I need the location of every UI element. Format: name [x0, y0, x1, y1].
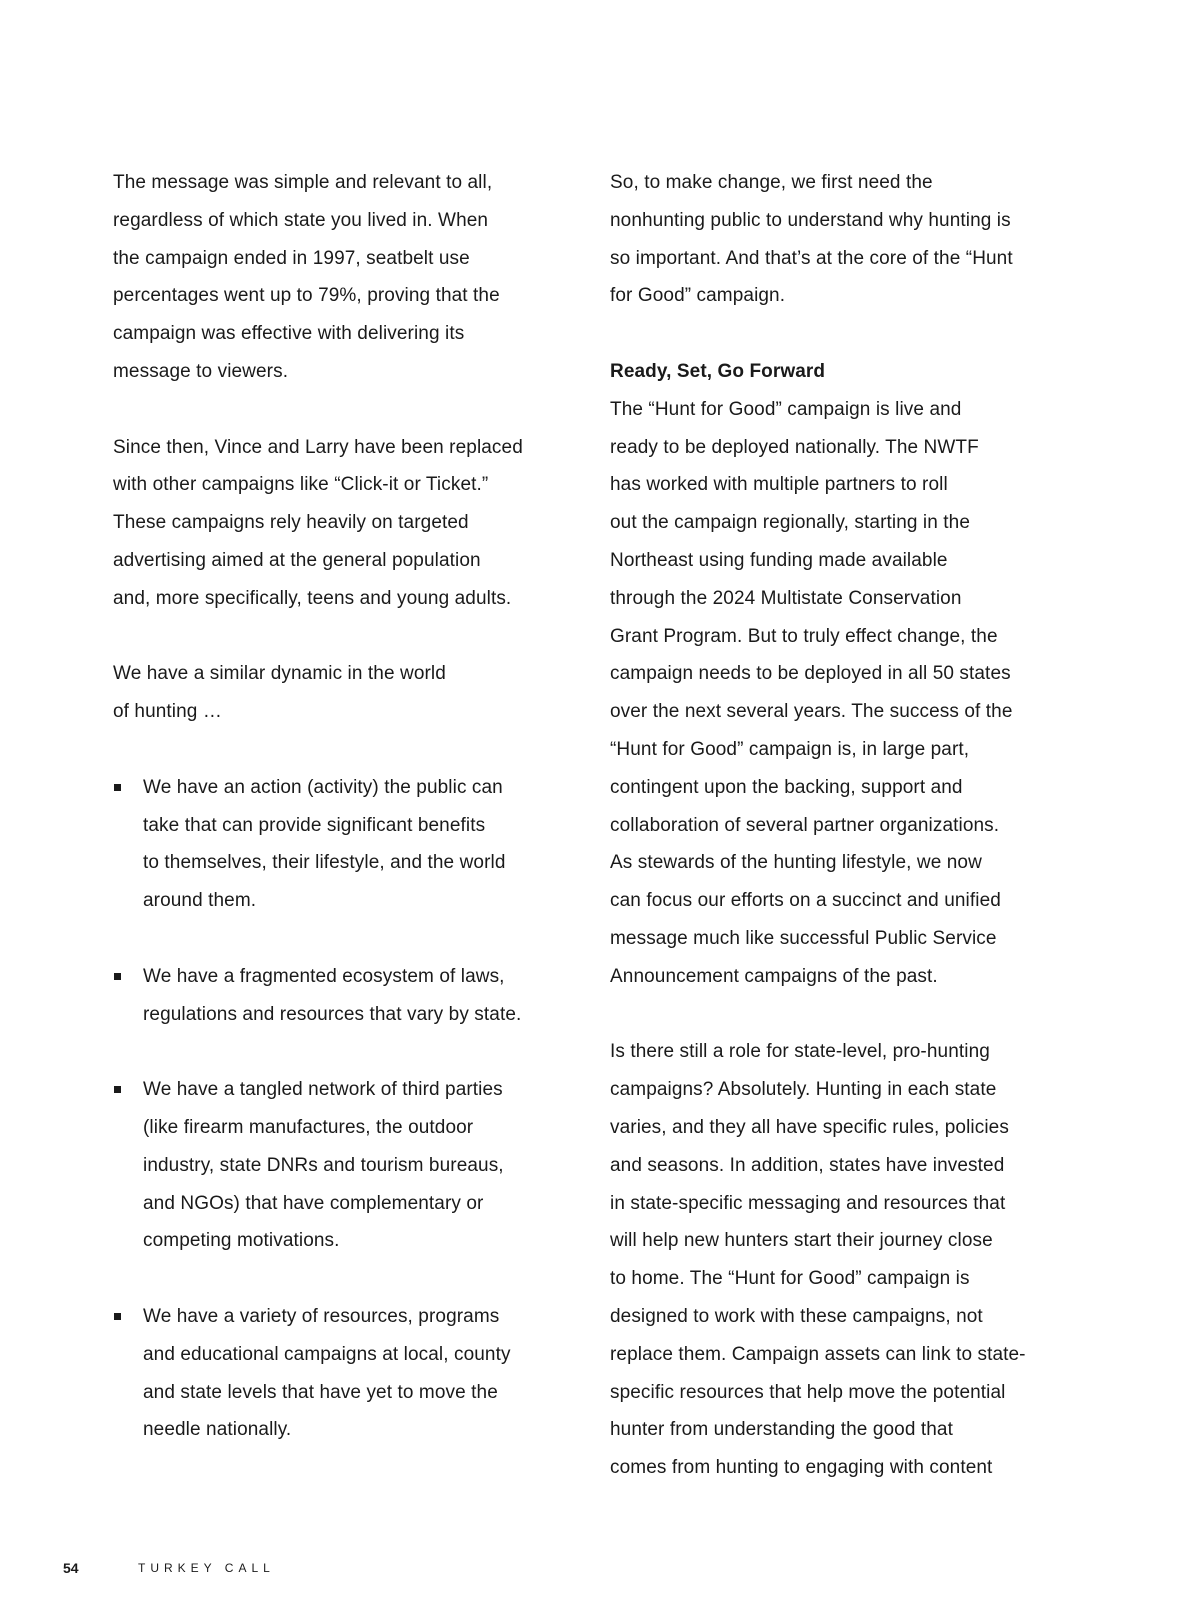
- text-line: message to viewers.: [113, 360, 289, 382]
- text-line: in state-specific messaging and resources that: [610, 1192, 1006, 1214]
- text-line: campaign was effective with delivering its: [113, 323, 465, 345]
- text-line: contingent upon the backing, support and: [610, 776, 963, 798]
- page-number: 54: [63, 1560, 79, 1576]
- left-column: [113, 164, 583, 1449]
- square-bullet-icon: [114, 784, 121, 791]
- paragraph-gap: [113, 731, 583, 769]
- left-paragraph-2: [113, 429, 583, 618]
- text-line: and NGOs) that have complementary or: [143, 1192, 484, 1214]
- text-line: Announcement campaigns of the past.: [610, 965, 938, 987]
- text-line: The “Hunt for Good” campaign is live and: [610, 398, 962, 420]
- text-line: hunter from understanding the good that: [610, 1419, 953, 1441]
- text-line: through the 2024 Multistate Conservation: [610, 587, 962, 609]
- left-paragraph-3: [113, 655, 583, 731]
- text-line: We have a variety of resources, programs: [143, 1305, 500, 1327]
- text-line: with other campaigns like “Click-it or Ticket.”: [113, 474, 489, 496]
- text-line: and, more specifically, teens and young adults.: [113, 587, 512, 609]
- text-line: comes from hunting to engaging with content: [610, 1457, 993, 1479]
- text-line: Is there still a role for state-level, pro-hunting: [610, 1041, 990, 1063]
- text-line: out the campaign regionally, starting in the: [610, 512, 970, 534]
- text-line: varies, and they all have specific rules, policies: [610, 1116, 1009, 1138]
- text-line: and educational campaigns at local, county: [143, 1343, 511, 1365]
- square-bullet-icon: [114, 1086, 121, 1093]
- paragraph-gap: [113, 1033, 583, 1071]
- right-paragraph-2: [610, 391, 1090, 996]
- bullet-item-2: [113, 958, 583, 1034]
- text-line: and state levels that have yet to move the: [143, 1381, 498, 1403]
- text-line: take that can provide significant benefits: [143, 814, 486, 836]
- square-bullet-icon: [114, 973, 121, 980]
- text-line: replace them. Campaign assets can link to state-: [610, 1343, 1026, 1365]
- text-line: specific resources that help move the potential: [610, 1381, 1006, 1403]
- text-line: collaboration of several partner organizations.: [610, 814, 1000, 836]
- text-line: around them.: [143, 890, 257, 912]
- text-line: Grant Program. But to truly effect change, the: [610, 625, 998, 647]
- text-line: the campaign ended in 1997, seatbelt use: [113, 247, 470, 269]
- text-line: designed to work with these campaigns, not: [610, 1305, 983, 1327]
- text-line: to home. The “Hunt for Good” campaign is: [610, 1268, 970, 1290]
- text-line: advertising aimed at the general population: [113, 549, 481, 571]
- text-line: and seasons. In addition, states have invested: [610, 1154, 1005, 1176]
- square-bullet-icon: [114, 1313, 121, 1320]
- text-line: so important. And that’s at the core of the “Hunt: [610, 247, 1013, 269]
- text-line: So, to make change, we first need the: [610, 172, 933, 193]
- section-heading: Ready, Set, Go Forward: [610, 360, 826, 382]
- text-line: will help new hunters start their journey close: [610, 1230, 993, 1252]
- right-paragraph-3: [610, 1033, 1090, 1487]
- text-line: of hunting …: [113, 701, 222, 723]
- magazine-name: TURKEY CALL: [138, 1561, 275, 1575]
- text-line: needle nationally.: [143, 1419, 292, 1441]
- text-line: ready to be deployed nationally. The NWTF: [610, 436, 979, 458]
- paragraph-gap: [113, 391, 583, 429]
- left-paragraph-1: [113, 164, 583, 391]
- text-line: campaigns? Absolutely. Hunting in each state: [610, 1079, 997, 1101]
- text-line: We have a tangled network of third parties: [143, 1079, 503, 1101]
- text-line: Since then, Vince and Larry have been replaced: [113, 436, 523, 458]
- paragraph-gap: [113, 920, 583, 958]
- right-paragraph-1: [610, 164, 1090, 315]
- text-line: regulations and resources that vary by state.: [143, 1003, 522, 1025]
- text-line: Northeast using funding made available: [610, 549, 948, 571]
- text-line: for Good” campaign.: [610, 285, 786, 307]
- paragraph-gap: [113, 618, 583, 656]
- bullet-item-1: [113, 769, 583, 920]
- paragraph-gap: [610, 996, 1090, 1034]
- text-line: regardless of which state you lived in. When: [113, 209, 489, 231]
- text-line: These campaigns rely heavily on targeted: [113, 512, 469, 534]
- text-line: As stewards of the hunting lifestyle, we now: [610, 852, 982, 874]
- text-line: message much like successful Public Service: [610, 927, 997, 949]
- text-line: industry, state DNRs and tourism bureaus,: [143, 1154, 504, 1176]
- text-line: “Hunt for Good” campaign is, in large part,: [610, 738, 970, 760]
- paragraph-gap: [610, 315, 1090, 353]
- bullet-item-4: [113, 1298, 583, 1449]
- page-footer: [63, 1558, 275, 1578]
- text-line: can focus our efforts on a succinct and unified: [610, 890, 1001, 912]
- text-line: (like firearm manufactures, the outdoor: [143, 1116, 474, 1138]
- text-line: campaign needs to be deployed in all 50 states: [610, 663, 1011, 685]
- bullet-item-3: [113, 1071, 583, 1260]
- right-column: [610, 164, 1090, 1487]
- text-line: to themselves, their lifestyle, and the world: [143, 852, 506, 874]
- paragraph-gap: [113, 1260, 583, 1298]
- text-line: The message was simple and relevant to all,: [113, 172, 493, 193]
- text-line: We have an action (activity) the public can: [143, 776, 503, 798]
- text-line: nonhunting public to understand why hunting is: [610, 209, 1011, 231]
- text-line: We have a similar dynamic in the world: [113, 663, 446, 685]
- text-line: We have a fragmented ecosystem of laws,: [143, 965, 505, 987]
- text-line: over the next several years. The success of the: [610, 701, 1013, 723]
- text-line: competing motivations.: [143, 1230, 340, 1252]
- text-line: has worked with multiple partners to roll: [610, 474, 948, 496]
- text-line: percentages went up to 79%, proving that the: [113, 285, 500, 307]
